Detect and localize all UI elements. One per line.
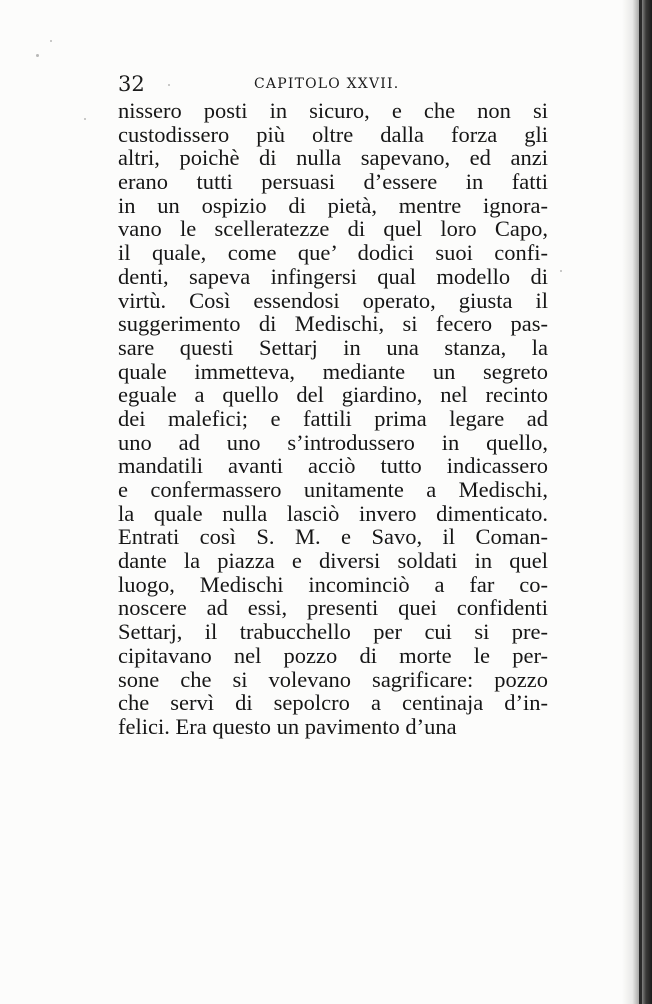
- text-line: che servì di sepolcro a centinaja d’in-: [118, 690, 548, 716]
- text-line: cipitavano nel pozzo di morte le per-: [118, 642, 548, 668]
- running-head: CAPITOLO XXVII.: [254, 76, 400, 92]
- paper-speck: [560, 270, 562, 272]
- text-line: suggerimento di Medischi, si fecero pas-: [118, 311, 548, 337]
- text-line: dante la piazza e diversi soldati in quel: [118, 548, 548, 574]
- text-line: la quale nulla lasciò invero dimenticato.: [118, 500, 548, 526]
- text-line: sare questi Settarj in una stanza, la: [118, 334, 548, 360]
- page-number: 32: [118, 72, 145, 96]
- text-line: Entrati così S. M. e Savo, il Coman-: [118, 524, 548, 550]
- text-line: felici. Era questo un pavimento d’una: [118, 713, 457, 739]
- page-header: [118, 72, 548, 96]
- text-line: denti, sapeva infingersi qual modello di: [118, 263, 548, 289]
- text-line: mandatili avanti acciò tutto indicassero: [118, 453, 548, 479]
- text-line: virtù. Così essendosi operato, giusta il: [118, 287, 548, 313]
- text-line: dei malefici; e fattili prima legare ad: [118, 405, 548, 431]
- text-line: e confermassero unitamente a Medischi,: [118, 477, 548, 502]
- paper-speck: [50, 40, 52, 42]
- text-line: il quale, come que’ dodici suoi confi-: [118, 240, 548, 266]
- text-line: sone che si volevano sagrificare: pozzo: [118, 666, 548, 692]
- text-line: quale immetteva, mediante un segreto: [118, 358, 548, 384]
- page-gutter-shadow: [622, 0, 652, 1004]
- text-line: erano tutti persuasi d’essere in fatti: [118, 169, 548, 195]
- text-line: Settarj, il trabucchello per cui si pre-: [118, 619, 548, 645]
- text-line: nissero posti in sicuro, e che non si: [118, 98, 548, 123]
- text-line: eguale a quello del giardino, nel recinto: [118, 382, 548, 408]
- page-edge-line: [639, 0, 642, 1004]
- body-text: [118, 99, 548, 739]
- text-line: vano le scelleratezze di quel loro Capo,: [118, 216, 548, 242]
- text-line: custodissero più oltre dalla forza gli: [118, 121, 548, 147]
- paper-speck: [84, 118, 86, 120]
- paper-speck: [36, 54, 39, 57]
- text-line: altri, poichè di nulla sapevano, ed anzi: [118, 145, 548, 171]
- text-line: luogo, Medischi incominciò a far co-: [118, 571, 548, 597]
- text-line: in un ospizio di pietà, mentre ignora-: [118, 192, 548, 218]
- text-line: uno ad uno s’introdussero in quello,: [118, 429, 548, 455]
- text-line: noscere ad essi, presenti quei confidenti: [118, 595, 548, 621]
